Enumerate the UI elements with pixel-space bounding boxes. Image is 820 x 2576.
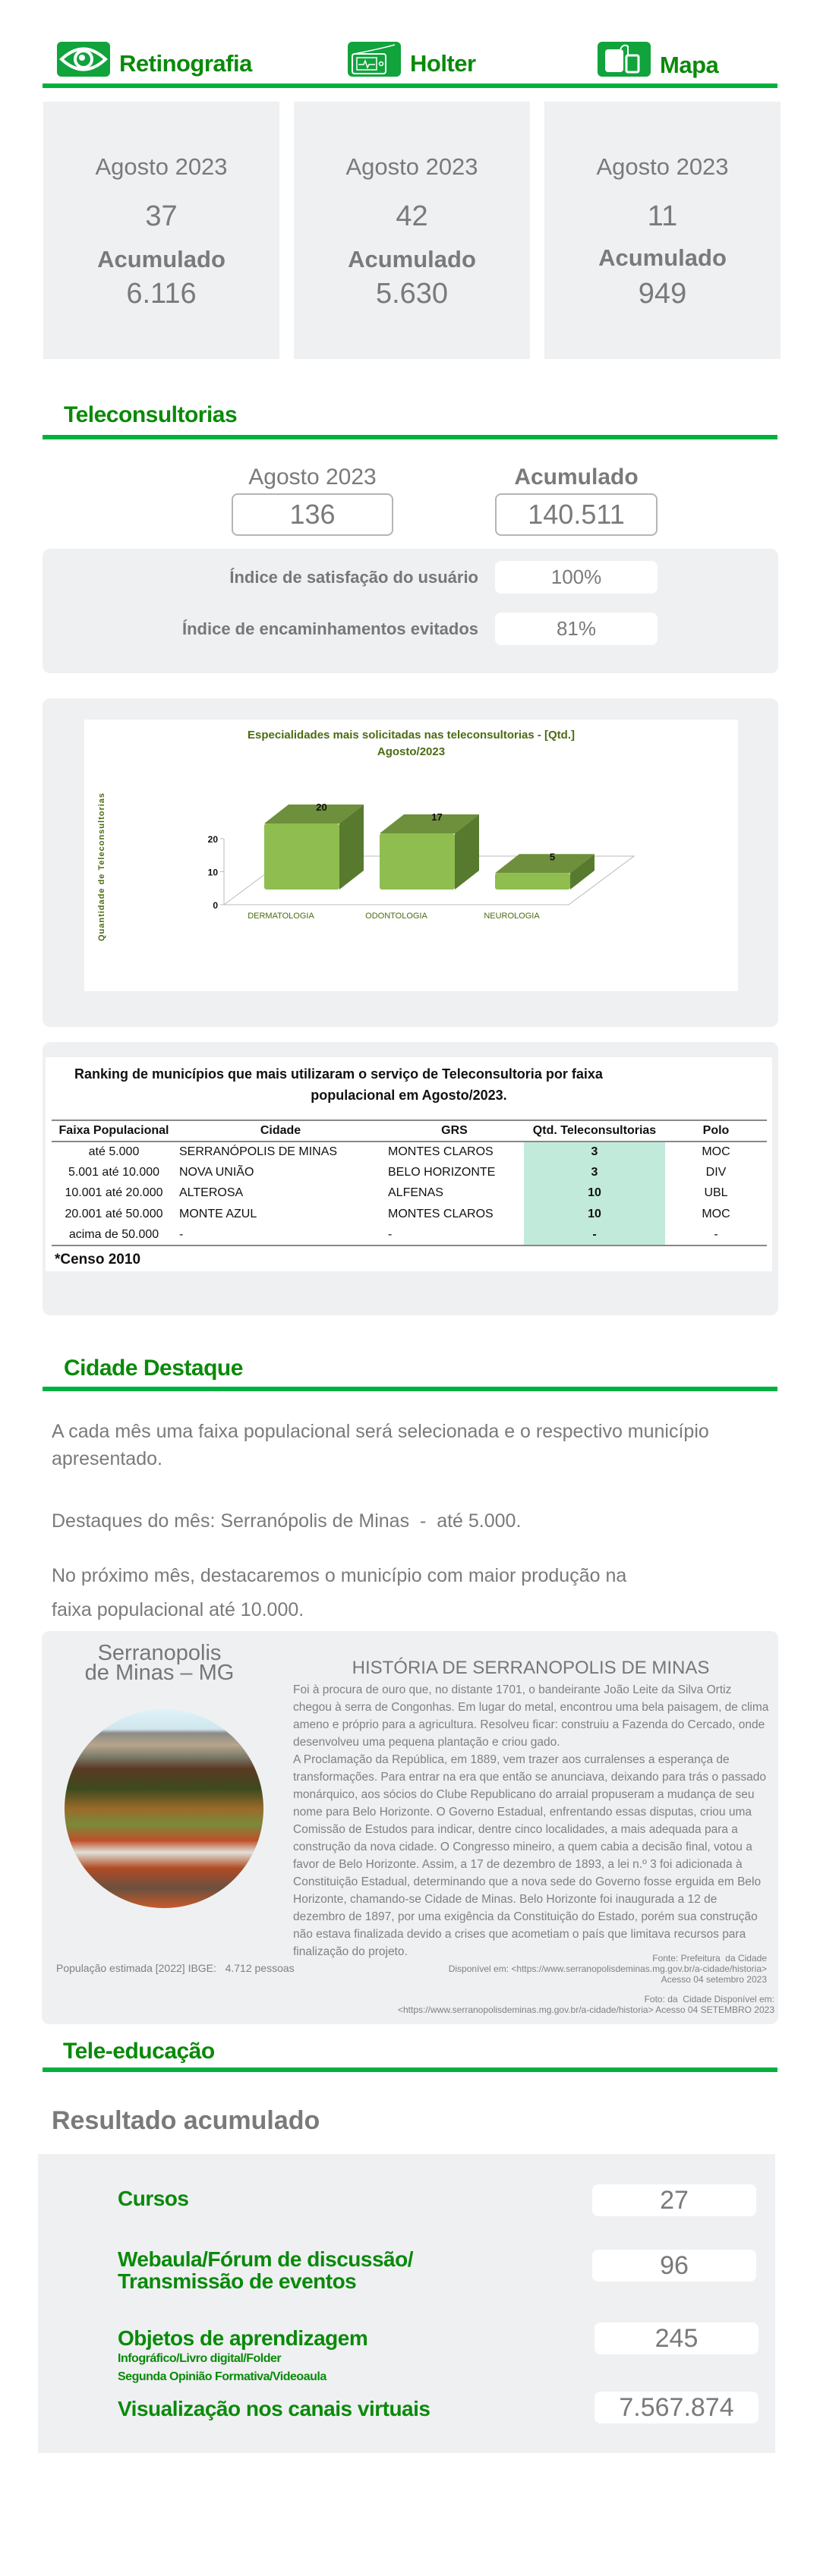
month-value: 37 [145,200,178,232]
acc-label: Acumulado [348,246,476,272]
section-divider [43,1387,777,1391]
ranking-card [46,1057,772,1271]
history-paragraph: A Proclamação da República, em 1889, vem trazer aos curralenses a esperança de transformações. Para entrar na era que então se anunciava, deixando para trás o passado monárquico, aos sócios do Clube Republicano do arraial propuseram a mudança de seu nome para Belo Horizonte. O Governo Estadual, enfrentando essas disputas, criou uma Comissão de Estudos para indicar, dentre cinco localidades, a mais adequada para a construção da nova cidade. O Congresso mineiro, a quem cabia a decisão final, votou a favor de Belo Horizonte. Assim, a 17 de dezembro de 1893, a lei n.º 3 foi adicionada à Constituição Estadual, determinando que a nova sede do Governo fosse erguida em Belo Horizonte, chamando-se Cidade de Minas. Belo Horizonte foi inaugurada a 12 de dezembro de 1897, por uma exigência da Constituição do Estado, porém sua construção não estava finalizada devido a crises que acometiam o país que limitava recursos para finalização do projeto. [293,1753,766,1958]
grs-cell: ALFENAS [388,1186,443,1200]
polo-cell: MOC [702,1145,730,1158]
data-label: 20 [316,801,327,813]
webaula-label [118,2248,413,2292]
table-row [52,1142,767,1163]
acc-value: 949 [638,278,687,310]
category-label: ODONTOLOGIA [365,912,427,921]
holter-card [294,102,530,359]
source-line: Acesso 04 setembro 2023 [661,1974,767,1985]
photo-credit [398,1994,774,2015]
photo-credit-line: Foto: da Cidade Disponível em: [644,1994,774,2004]
cursos-value: 27 [592,2184,756,2216]
bar-chart [84,720,738,991]
qtd-cell: 10 [524,1204,665,1225]
objetos-label: Objetos de aprendizagem [118,2326,368,2350]
faixa-cell: acima de 50.000 [68,1227,159,1241]
grs-cell: - [388,1227,393,1241]
destaque-text: Destaques do mês: Serranópolis de Minas - até 5.000. [52,1510,522,1532]
next-line1: No próximo mês, destacaremos o município com maior produção na [52,1565,627,1586]
city-photo [65,1709,263,1908]
cidade-cell: ALTEROSA [179,1186,244,1200]
acc-label: Acumulado [97,246,226,272]
faixa-cell: 5.001 até 10.000 [68,1165,160,1179]
source-line: Fonte: Prefeitura da Cidade [652,1953,767,1963]
ranking-title-line1: Ranking de municípios que mais utilizaram o serviço de Teleconsultoria por faixa [74,1066,603,1082]
month-label: Agosto 2023 [596,153,729,180]
bar [264,824,339,890]
chart-area [84,720,738,991]
chart-subtitle: Agosto/2023 [377,745,446,758]
polo-cell: MOC [702,1207,730,1220]
table-row [52,1225,767,1246]
webaula-value: 96 [592,2250,756,2282]
objetos-value: 245 [594,2322,758,2354]
holter-monitor-icon [348,42,401,77]
city-name [53,1643,266,1683]
retinografia-card [43,102,279,359]
mapa-title: Mapa [660,52,719,78]
cidade-cell: MONTE AZUL [179,1207,257,1220]
faixa-cell: 20.001 até 50.000 [65,1207,163,1220]
col-cidade: Cidade [260,1123,301,1137]
grs-cell: MONTES CLAROS [388,1207,494,1220]
teleconsultorias-title: Teleconsultorias [64,402,238,427]
faixa-cell: 10.001 até 20.000 [65,1186,163,1200]
grs-cell: MONTES CLAROS [388,1145,494,1158]
intro-line1: A cada mês uma faixa populacional será selecionada e o respectivo município [52,1421,709,1442]
acc-value: 5.630 [375,278,449,310]
data-label: 17 [431,811,443,824]
month-label: Agosto 2023 [95,153,228,180]
visualizacao-value: 7.567.874 [594,2392,758,2423]
webaula-label-line2: Transmissão de eventos [118,2269,357,2293]
qtd-cell: 3 [524,1162,665,1183]
col-qtd: Qtd. Teleconsultorias [532,1123,657,1137]
blood-pressure-monitor-icon [598,42,651,77]
month-label: Agosto 2023 [248,464,377,490]
referrals-avoided-value: 81% [495,613,658,645]
polo-cell: UBL [704,1186,728,1200]
col-faixa: Faixa Populacional [58,1123,169,1137]
mapa-card [544,102,781,359]
satisfaction-value: 100% [495,561,658,594]
holter-title: Holter [410,50,476,77]
y-axis-title: Quantidade de Teleconsultorias [97,792,106,942]
category-label: NEUROLOGIA [484,912,540,921]
polo-cell: - [714,1227,718,1241]
table-row [52,1162,767,1183]
teleeducacao-title: Tele-educação [63,2039,215,2064]
data-label: 5 [549,851,556,863]
ranking-title-line2: populacional em Agosto/2023. [311,1088,507,1103]
y-tick-label: 0 [213,900,218,911]
section-divider [43,435,777,439]
history-title: HISTÓRIA DE SERRANOPOLIS DE MINAS [352,1658,710,1678]
census-footnote: *Censo 2010 [55,1252,141,1268]
resultado-acumulado-title: Resultado acumulado [52,2106,320,2135]
month-label: Agosto 2023 [345,153,478,180]
webaula-label-line1: Webaula/Fórum de discussão/ [118,2247,413,2271]
bar [495,873,570,890]
cidade-cell: SERRANÓPOLIS DE MINAS [179,1145,338,1158]
acc-value: 6.116 [126,278,197,310]
table-row [52,1204,767,1225]
cidade-cell: NOVA UNIÃO [179,1165,254,1179]
city-name-line1: Serranopolis [97,1641,222,1665]
qtd-cell: 10 [524,1183,665,1205]
objetos-sub1: Infográfico/Livro digital/Folder [118,2352,282,2365]
source-line: Disponível em: <https://www.serranopolisdeminas.mg.gov.br/a-cidade/historia> [448,1963,767,1974]
acc-value: 140.511 [495,493,658,536]
population-text: População estimada [2022] IBGE: 4.712 pessoas [56,1962,295,1974]
cursos-label: Cursos [118,2187,189,2210]
col-grs: GRS [441,1123,468,1137]
table-row [52,1183,767,1205]
faixa-cell: até 5.000 [88,1145,140,1158]
visualizacao-label: Visualização nos canais virtuais [118,2397,430,2420]
grs-cell: BELO HORIZONTE [388,1165,496,1179]
objetos-sub2: Segunda Opinião Formativa/Videoaula [118,2370,326,2383]
month-value: 136 [232,493,393,536]
polo-cell: DIV [705,1165,727,1179]
y-tick-label: 10 [207,867,218,878]
next-line2: faixa populacional até 10.000. [52,1599,304,1620]
history-text [293,1681,771,1960]
month-value: 42 [396,200,428,232]
history-paragraph: Foi à procura de ouro que, no distante 1701, o bandeirante João Leite da Silva Ortiz chegou à serra de Congonhas. Em lugar do metal, encontrou uma bela paisagem, de clima ameno e próprio para a agricultura. Resolveu ficar: construiu a Fazenda do Cercado, onde desenvolveu uma pequena plantação e criou gado. [293,1683,769,1749]
satisfaction-label: Índice de satisfação do usuário [229,568,478,587]
qtd-cell: - [524,1225,665,1246]
bar [380,833,455,890]
source-note [449,1953,767,1985]
referrals-avoided-label: Índice de encaminhamentos evitados [181,619,478,638]
cidade-cell: - [179,1227,184,1241]
col-polo: Polo [702,1123,730,1137]
section-divider [43,83,777,88]
retinografia-title: Retinografia [119,50,252,77]
acc-label: Acumulado [598,244,727,271]
category-label: DERMATOLOGIA [248,912,314,921]
month-value: 11 [647,200,678,232]
section-divider [43,2067,777,2072]
qtd-cell: 3 [524,1142,665,1163]
photo-credit-line: <https://www.serranopolisdeminas.mg.gov.br/a-cidade/historia> Acesso 04 SETEMBRO 2023 [397,2004,774,2015]
chart-title: Especialidades mais solicitadas nas teleconsultorias - [Qtd.] [248,729,575,742]
cidade-destaque-title: Cidade Destaque [64,1356,243,1381]
ranking-table [52,1120,767,1246]
acc-label: Acumulado [514,464,639,490]
eye-icon [57,42,110,77]
y-tick-label: 20 [207,834,218,845]
intro-line2: apresentado. [52,1448,162,1469]
city-name-line2: de Minas – MG [84,1661,235,1685]
